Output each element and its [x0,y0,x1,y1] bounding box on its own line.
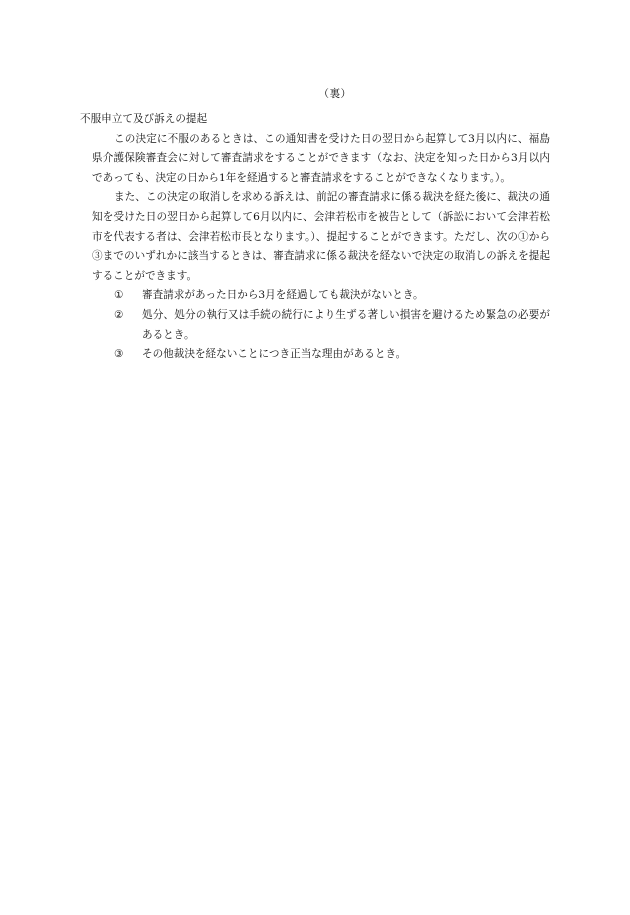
document-body [80,110,550,365]
page-side-mark-text: （裏） [318,88,352,100]
page-side-mark [0,86,630,101]
list-item-number: ① [114,289,124,302]
list-item [80,306,550,345]
list-item-text: 審査請求があった日から3月を経過しても裁決がないとき。 [142,289,424,302]
list-item-text: その他裁決を経ないことにつき正当な理由があるとき。 [142,348,407,361]
list-item [80,345,550,365]
paragraph-appeal: この決定に不服のあるときは、この通知書を受けた日の翌日から起算して3月以内に、福島県介護保険審査会に対して審査請求をすることができます（なお、決定を知った日から3月以内であっても、決定の日から1年を経過すると審査請求をすることができなくなります。）。 [92,132,550,184]
list-item-text: 処分、処分の執行又は手続の続行により生ずる著しい損害を避けるため緊急の必要があるとき。 [142,308,550,341]
list-item [80,286,550,306]
paragraph-lawsuit: また、この決定の取消しを求める訴えは、前記の審査請求に係る裁決を経た後に、裁決の通知を受けた日の翌日から起算して6月以内に、会津若松市を被告として（訴訟において会津若松市を代表する者は、会津若松市長となります。）、提起することができます。ただし、次の①から③までのいずれかに該当するときは、審査請求に係る裁決を経ないで決定の取消しの訴えを提起することができます。 [92,191,550,282]
section-title: 不服申立て及び訴えの提起 [80,113,208,125]
list-item-number: ② [114,308,124,321]
exception-list [80,286,550,364]
list-item-number: ③ [114,348,124,361]
